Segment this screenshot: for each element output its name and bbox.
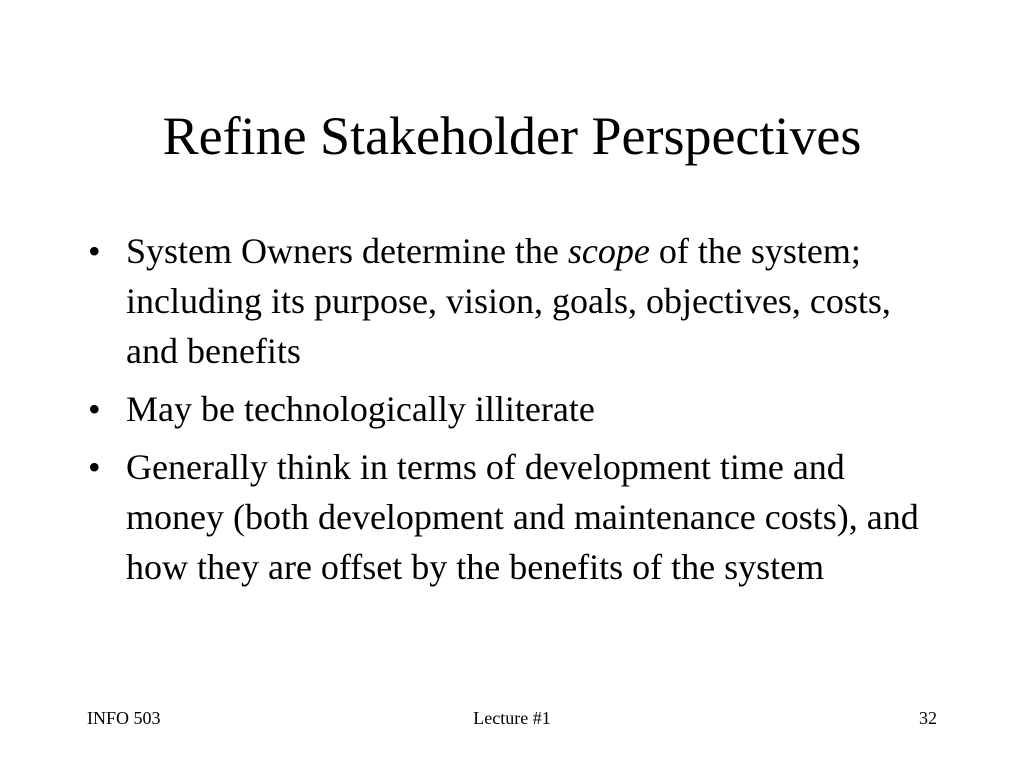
- bullet-text-before: System Owners determine the: [126, 231, 568, 271]
- footer-page-number: 32: [919, 708, 937, 728]
- bullet-list: [88, 226, 948, 600]
- bullet-text-after: of the system; including its purpose, vision, goals, objectives, costs, and benefits: [126, 231, 891, 371]
- footer-course: INFO 503: [87, 708, 161, 728]
- bullet-icon: •: [88, 231, 101, 271]
- bullet-text: Generally think in terms of development time and money (both development and maintenance costs), and how they are offset by the benefits of the system: [126, 447, 919, 587]
- bullet-item-2: [88, 384, 948, 434]
- bullet-icon: •: [88, 447, 101, 487]
- bullet-item-3: [88, 442, 948, 592]
- bullet-item-1: [88, 226, 948, 376]
- bullet-emphasis: scope: [567, 231, 650, 271]
- bullet-icon: •: [88, 389, 101, 429]
- footer-lecture: Lecture #1: [473, 708, 551, 728]
- slide-title: Refine Stakeholder Perspectives: [162, 106, 862, 166]
- bullet-text: May be technologically illiterate: [126, 389, 595, 429]
